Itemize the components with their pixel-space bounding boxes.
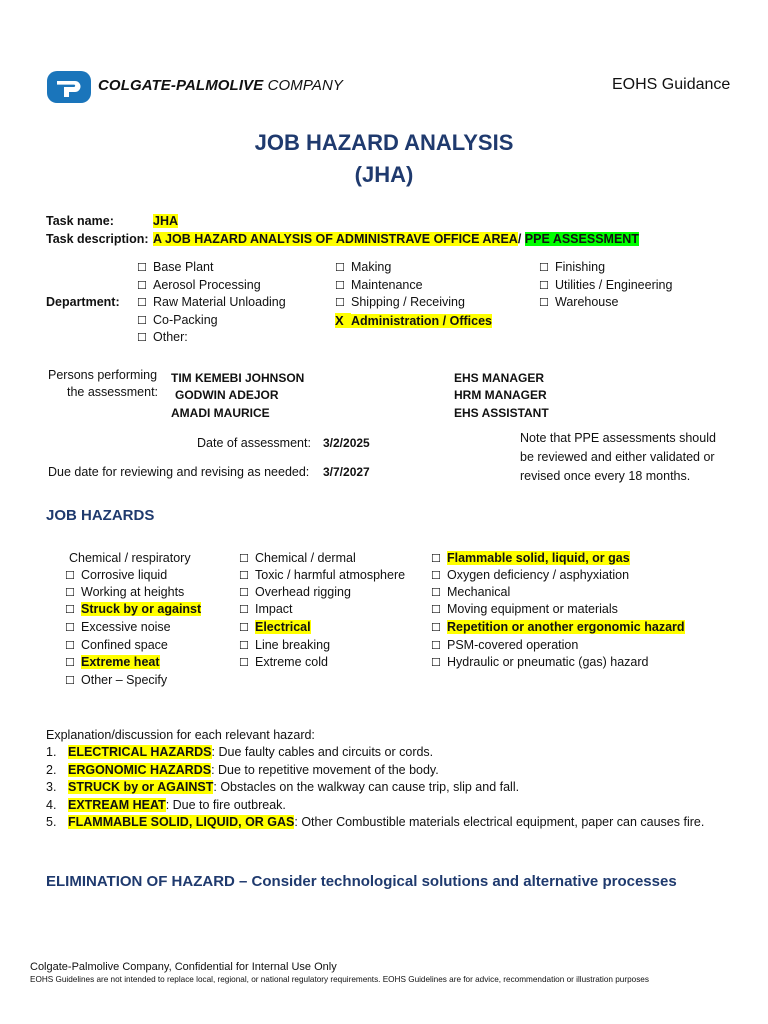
explanation-item: [46, 745, 433, 759]
task-description-a: A JOB HAZARD ANALYSIS OF ADMINISTRAVE OFFICE AREA: [153, 232, 518, 246]
person-role: HRM MANAGER: [454, 388, 547, 402]
document-subtitle: (JHA): [354, 162, 414, 187]
checkbox-icon: ☐: [137, 314, 147, 327]
task-description-b: PPE ASSESSMENT: [524, 232, 639, 246]
person-role: EHS MANAGER: [454, 371, 545, 385]
checkbox-icon: ☐: [431, 586, 441, 599]
hazard-checkbox[interactable]: [239, 602, 293, 616]
company-logo-text: [98, 77, 343, 94]
hazard-checkbox-highlighted[interactable]: [65, 655, 160, 669]
explanation-item: [46, 780, 519, 794]
ppe-note-line1: Note that PPE assessments should: [520, 431, 716, 445]
hazard-label: Toxic / harmful atmosphere: [255, 568, 406, 582]
task-name-text: JHA: [153, 214, 179, 228]
hazard-text: : Due to repetitive movement of the body.: [211, 763, 439, 777]
dept-label: Making: [351, 260, 392, 274]
review-date-label: Due date for reviewing and revising as needed:: [48, 465, 310, 479]
list-number: 2.: [46, 763, 57, 777]
explanation-item: [46, 815, 704, 829]
hazard-key: STRUCK by or AGAINST: [68, 780, 214, 794]
checkbox-icon: ☐: [239, 621, 249, 634]
checkbox-icon: ☐: [539, 261, 549, 274]
dept-checkbox-making[interactable]: [335, 260, 391, 274]
checkbox-icon: ☐: [431, 656, 441, 669]
hazard-col1-head: Chemical / respiratory: [69, 551, 191, 565]
hazard-label: Extreme heat: [81, 655, 160, 669]
dept-checkbox-raw-material[interactable]: [137, 295, 286, 309]
hazard-label: Excessive noise: [81, 620, 171, 634]
brand-bold: COLGATE-PALMOLIVE: [98, 77, 264, 94]
hazard-label: Repetition or another ergonomic hazard: [447, 620, 685, 634]
hazard-checkbox[interactable]: [431, 585, 510, 599]
person-name: TIM KEMEBI JOHNSON: [171, 371, 305, 385]
dept-label: Shipping / Receiving: [351, 295, 465, 309]
checkbox-icon: ☐: [65, 603, 75, 616]
checkbox-icon: ☐: [431, 603, 441, 616]
hazard-checkbox-highlighted[interactable]: [431, 620, 685, 634]
hazard-checkbox-highlighted[interactable]: [239, 620, 311, 634]
checkbox-icon: ☐: [137, 279, 147, 292]
department-label: Department:: [46, 295, 120, 309]
checkbox-icon: ☐: [239, 552, 249, 565]
hazard-label: Extreme cold: [255, 655, 328, 669]
person-role: EHS ASSISTANT: [454, 406, 549, 420]
dept-checkbox-utilities[interactable]: [539, 278, 672, 292]
person-name: AMADI MAURICE: [171, 406, 270, 420]
dept-label: Base Plant: [153, 260, 214, 274]
task-name-label: Task name:: [46, 214, 114, 228]
checkbox-icon: ☐: [65, 656, 75, 669]
hazard-checkbox[interactable]: [65, 673, 167, 687]
hazard-checkbox[interactable]: [431, 568, 629, 582]
checkbox-icon: ☐: [431, 569, 441, 582]
checkbox-icon: ☐: [431, 639, 441, 652]
hazard-label: PSM-covered operation: [447, 638, 579, 652]
hazard-text: : Due faulty cables and circuits or cords.: [211, 745, 434, 759]
checkbox-icon: ☐: [65, 586, 75, 599]
checkbox-icon: ☐: [239, 603, 249, 616]
dept-checkbox-warehouse[interactable]: [539, 295, 618, 309]
checkbox-icon: ☐: [431, 552, 441, 565]
explanation-item: [46, 763, 439, 777]
hazard-text: : Obstacles on the walkway can cause trip, slip and fall.: [213, 780, 520, 794]
checkbox-icon: ☐: [65, 639, 75, 652]
hazard-label: Oxygen deficiency / asphyxiation: [447, 568, 630, 582]
dept-label: Maintenance: [351, 278, 423, 292]
hazard-checkbox[interactable]: [65, 638, 168, 652]
explanation-item: [46, 798, 286, 812]
checkbox-icon: ☐: [539, 279, 549, 292]
hazard-label: Mechanical: [447, 585, 511, 599]
hazard-checkbox[interactable]: [431, 655, 648, 669]
hazard-checkbox-highlighted[interactable]: [65, 602, 201, 616]
checkbox-icon: ☐: [137, 331, 147, 344]
task-name-value: [153, 214, 178, 228]
checked-x-icon: X: [335, 313, 351, 328]
hazard-label: Moving equipment or materials: [447, 602, 618, 616]
assessment-date-label: Date of assessment:: [197, 436, 311, 450]
hazard-label: Overhead rigging: [255, 585, 351, 599]
checkbox-icon: ☐: [137, 261, 147, 274]
hazard-checkbox-highlighted[interactable]: [431, 551, 630, 565]
checkbox-icon: ☐: [65, 621, 75, 634]
hazard-checkbox[interactable]: [431, 638, 578, 652]
checkbox-icon: ☐: [239, 656, 249, 669]
hazard-key: ELECTRICAL HAZARDS: [68, 745, 212, 759]
hazard-checkbox[interactable]: [431, 602, 618, 616]
footer-disclaimer: EOHS Guidelines are not intended to replace local, regional, or national regulatory requirements. EOHS Guidelines are for advice, recommendation or illustration purposes: [30, 975, 649, 984]
hazard-label: Impact: [255, 602, 293, 616]
list-number: 3.: [46, 780, 57, 794]
dept-checkbox-shipping[interactable]: [335, 295, 465, 309]
list-number: 5.: [46, 815, 57, 829]
dept-checkbox-maintenance[interactable]: [335, 278, 423, 292]
dept-label: Raw Material Unloading: [153, 295, 286, 309]
hazard-checkbox[interactable]: [65, 620, 171, 634]
colgate-logo-icon: [47, 71, 91, 103]
hazard-checkbox[interactable]: [239, 655, 328, 669]
dept-label: Warehouse: [555, 295, 619, 309]
checkbox-icon: ☐: [65, 569, 75, 582]
hazard-checkbox[interactable]: [65, 585, 184, 599]
checkbox-icon: ☐: [239, 639, 249, 652]
checkbox-icon: ☐: [137, 296, 147, 309]
footer-confidential: Colgate-Palmolive Company, Confidential for Internal Use Only: [30, 961, 337, 973]
list-number: 1.: [46, 745, 57, 759]
hazard-label: Flammable solid, liquid, or gas: [447, 551, 630, 565]
checkbox-icon: ☐: [335, 296, 345, 309]
list-number: 4.: [46, 798, 57, 812]
hazard-key: FLAMMABLE SOLID, LIQUID, OR GAS: [68, 815, 295, 829]
checkbox-icon: ☐: [335, 279, 345, 292]
task-description-sep: /: [517, 232, 525, 246]
checkbox-icon: ☐: [431, 621, 441, 634]
assessment-date-value: 3/2/2025: [323, 436, 370, 450]
document-title: JOB HAZARD ANALYSIS: [254, 130, 514, 155]
hazard-checkbox[interactable]: [239, 638, 330, 652]
ppe-note-line3: revised once every 18 months.: [520, 469, 691, 483]
checkbox-icon: ☐: [65, 674, 75, 687]
hazard-checkbox[interactable]: [239, 551, 356, 565]
dept-label: Other:: [153, 330, 188, 344]
hazard-label: Struck by or against: [81, 602, 202, 616]
persons-label-line1: Persons performing: [48, 368, 158, 382]
hazard-text: : Other Combustible materials electrical equipment, paper can causes fire.: [294, 815, 705, 829]
dept-checkbox-administration[interactable]: [335, 313, 492, 328]
hazard-label: Line breaking: [255, 638, 331, 652]
checkbox-icon: ☐: [335, 261, 345, 274]
hazard-label: Other – Specify: [81, 673, 168, 687]
checkbox-icon: ☐: [239, 586, 249, 599]
hazard-checkbox[interactable]: [239, 568, 405, 582]
job-hazards-heading: JOB HAZARDS: [46, 507, 155, 524]
hazard-key: EXTREAM HEAT: [68, 798, 166, 812]
hazard-checkbox[interactable]: [239, 585, 351, 599]
hazard-key: ERGONOMIC HAZARDS: [68, 763, 212, 777]
hazard-label: Hydraulic or pneumatic (gas) hazard: [447, 655, 649, 669]
checkbox-icon: ☐: [239, 569, 249, 582]
review-date-value: 3/7/2027: [323, 465, 370, 479]
eohs-guidance-label: EOHS Guidance: [612, 76, 731, 93]
hazard-label: Corrosive liquid: [81, 568, 168, 582]
checkbox-icon: ☐: [539, 296, 549, 309]
hazard-label: Chemical / dermal: [255, 551, 356, 565]
dept-label: Finishing: [555, 260, 606, 274]
hazard-label: Confined space: [81, 638, 168, 652]
dept-checkbox-finishing[interactable]: [539, 260, 605, 274]
dept-checkbox-aerosol-processing[interactable]: [137, 278, 261, 292]
dept-label: Utilities / Engineering: [555, 278, 673, 292]
hazard-label: Working at heights: [81, 585, 185, 599]
persons-label-line2: the assessment:: [67, 385, 159, 399]
dept-label: Co-Packing: [153, 313, 218, 327]
dept-checkbox-co-packing[interactable]: [137, 313, 218, 327]
person-name: GODWIN ADEJOR: [175, 388, 279, 402]
dept-label: Aerosol Processing: [153, 278, 261, 292]
task-description-label: Task description:: [46, 232, 149, 246]
hazard-text: : Due to fire outbreak.: [165, 798, 286, 812]
elimination-heading: ELIMINATION OF HAZARD – Consider technological solutions and alternative processes: [46, 873, 677, 890]
brand-rest: COMPANY: [267, 77, 344, 94]
dept-label-selected: Administration / Offices: [351, 314, 492, 328]
hazard-checkbox[interactable]: [65, 568, 167, 582]
ppe-note-line2: be reviewed and either validated or: [520, 450, 715, 464]
dept-checkbox-other[interactable]: [137, 330, 188, 344]
explanation-intro: Explanation/discussion for each relevant hazard:: [46, 728, 315, 742]
hazard-label: Electrical: [255, 620, 311, 634]
dept-checkbox-base-plant[interactable]: [137, 260, 213, 274]
task-description-value: [153, 232, 639, 246]
